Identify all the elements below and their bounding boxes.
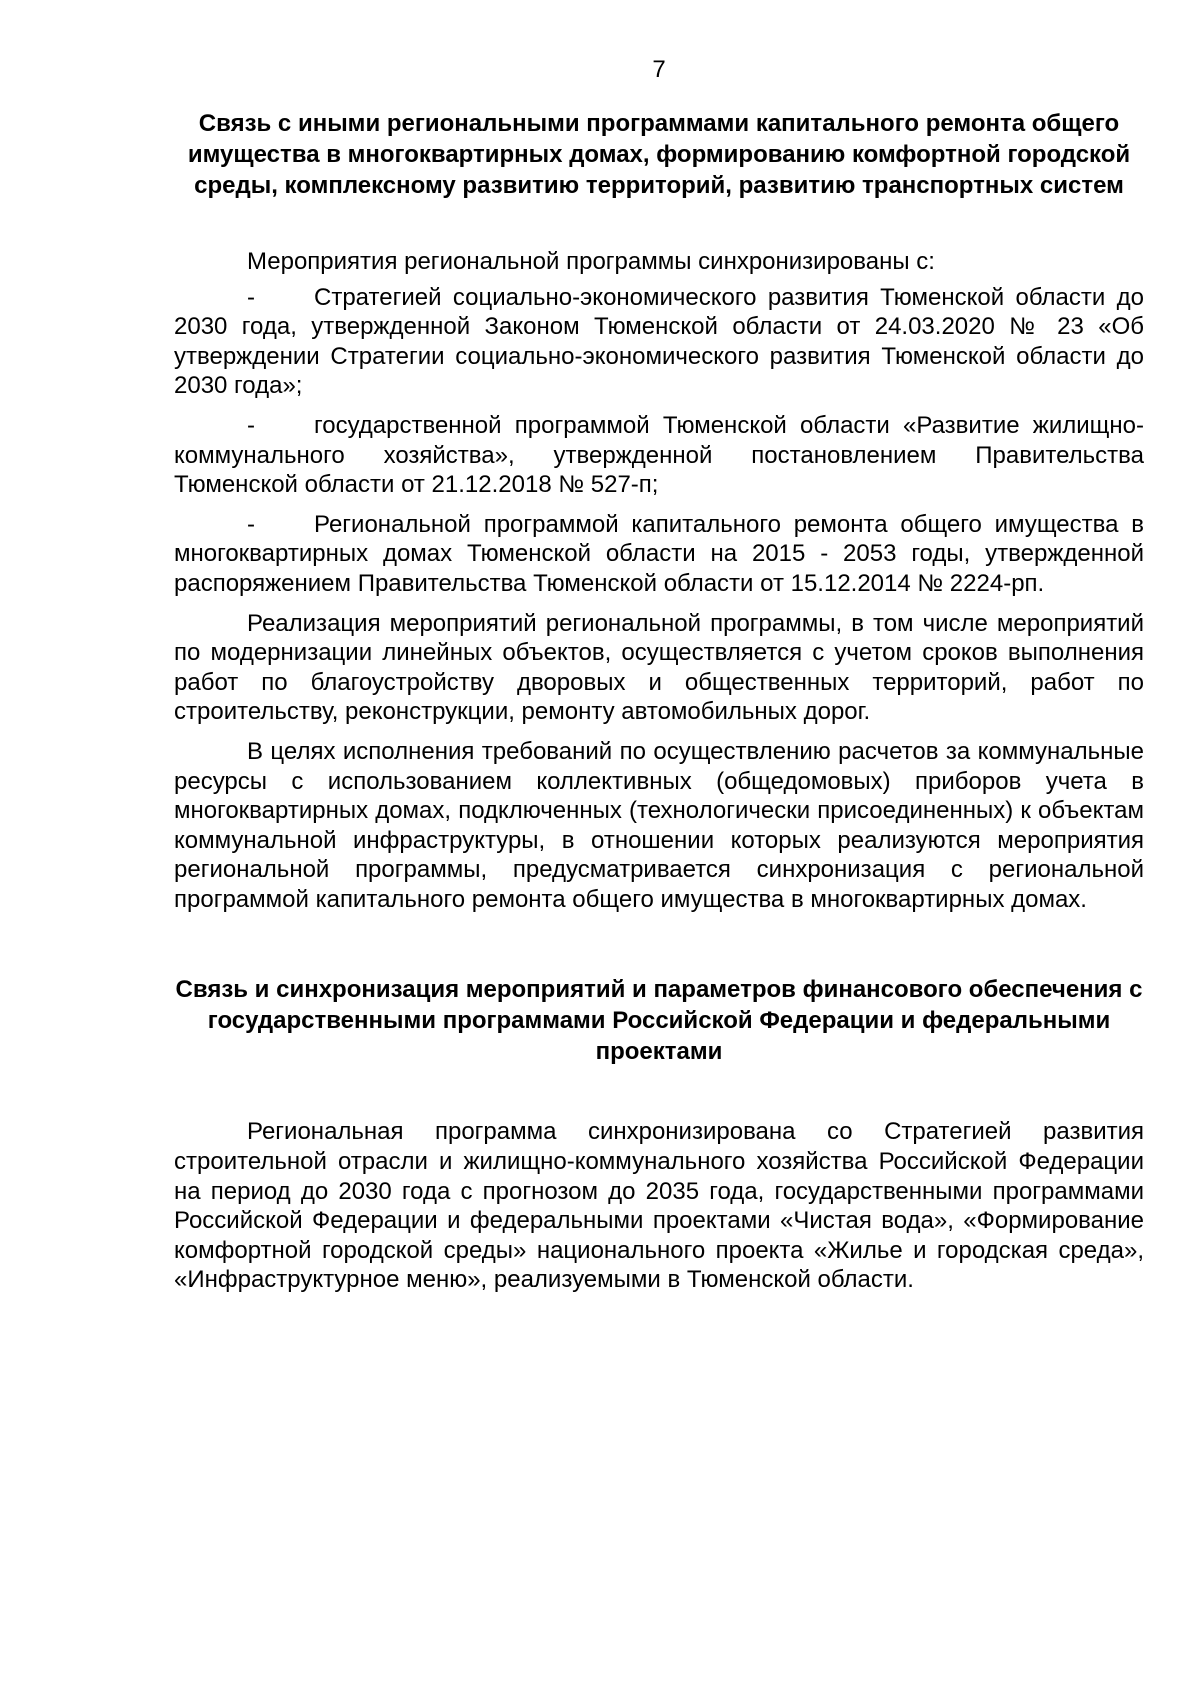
list-item-text: Региональной программой капитального ремонта общего имущества в многоквартирных домах Тюменской области на 2015 - 2053 годы, утвержденной распоряжением Правительства Тюменской области от 15.12.2014 № 2224-рп. — [174, 510, 1144, 597]
page-number: 7 — [652, 56, 666, 83]
paragraph-metering: В целях исполнения требований по осуществлению расчетов за коммунальные ресурсы с использованием коллективных (общедомовых) приборов учета в многоквартирных домах, подключенных (технологически присоединенных) к объектам коммунальной инфраструктуры, в отношении которых реализуются мероприятия региональной программы, предусматривается синхронизация с региональной программой капитального ремонта общего имущества в многоквартирных домах. — [174, 737, 1144, 913]
document-page — [174, 56, 1144, 1305]
list-item-strategy — [174, 283, 1144, 401]
list-item-text: государственной программой Тюменской области «Развитие жилищно-коммунального хозяйства», утвержденной постановлением Правительства Тюменской области от 21.12.2018 № 527-п; — [174, 411, 1144, 499]
list-dash: - — [247, 411, 255, 439]
list-dash: - — [247, 510, 255, 538]
paragraph-federal-sync: Региональная программа синхронизирована со Стратегией развития строительной отрасли и жилищно-коммунального хозяйства Российской Федерации на период до 2030 года с прогнозом до 2035 года, государственными программами Российской Федерации и федеральными проектами «Чистая вода», «Формирование комфортной городской среды» национального проекта «Жилье и городская среда», «Инфраструктурное меню», реализуемыми в Тюменской области. — [174, 1118, 1144, 1294]
list-item-capital-repair-program — [174, 510, 1144, 599]
list-dash: - — [247, 283, 255, 311]
section-heading-regional-programs: Связь с иными региональными программами капитального ремонта общего имущества в многоквартирных домах, формированию комфортной городской среды, комплексному развитию территорий, развитию транспортных систем — [187, 110, 1131, 199]
section-heading-federal-programs: Связь и синхронизация мероприятий и параметров финансового обеспечения с государственными программами Российской Федерации и федеральными проектами — [175, 976, 1143, 1066]
list-item-state-program — [174, 411, 1144, 500]
paragraph-implementation: Реализация мероприятий региональной программы, в том числе мероприятий по модернизации линейных объектов, осуществляется с учетом сроков выполнения работ по благоустройству дворовых и общественных территорий, работ по строительству, реконструкции, ремонту автомобильных дорог. — [174, 609, 1144, 726]
paragraph-intro: Мероприятия региональной программы синхронизированы с: — [247, 248, 935, 275]
list-item-text: Стратегией социально-экономического развития Тюменской области до 2030 года, утвержденной Законом Тюменской области от 24.03.2020 № 23 «Об утверждении Стратегии социально-экономического развития Тюменской области до 2030 года»; — [174, 283, 1144, 400]
